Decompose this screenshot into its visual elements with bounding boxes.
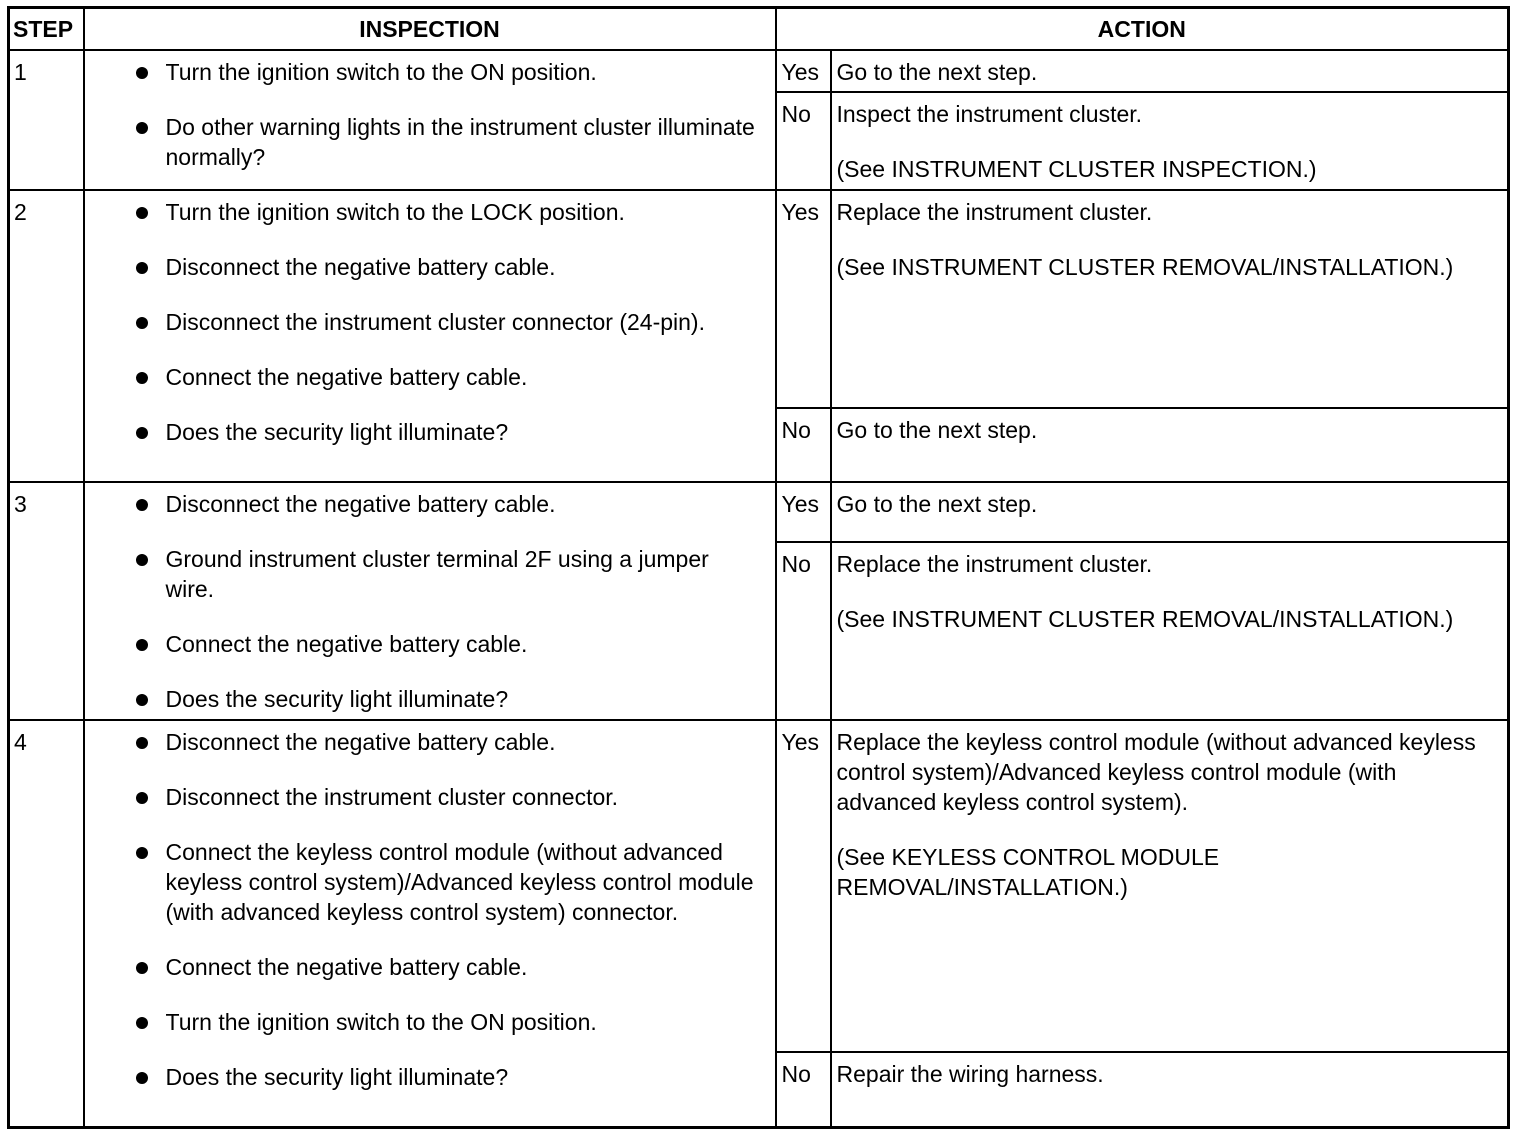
step-number: 3 — [9, 482, 84, 720]
inspection-list — [132, 57, 763, 172]
inspection-item — [132, 57, 763, 87]
no-label: No — [776, 542, 831, 720]
step-number: 1 — [9, 50, 84, 190]
bullet-icon — [136, 427, 148, 439]
no-action — [831, 542, 1509, 720]
bullet-icon — [136, 67, 148, 79]
action-text: (See INSTRUMENT CLUSTER INSPECTION.) — [836, 156, 1317, 182]
no-action — [831, 1052, 1509, 1127]
table-body — [9, 50, 1509, 1127]
inspection-item — [132, 1062, 763, 1092]
yes-action — [831, 190, 1509, 408]
inspection-text: Does the security light illuminate? — [165, 686, 509, 712]
inspection-text: Connect the negative battery cable. — [165, 631, 528, 657]
bullet-icon — [136, 737, 148, 749]
no-action — [831, 408, 1509, 482]
table-row — [9, 190, 1509, 408]
action-text: Go to the next step. — [836, 491, 1038, 517]
inspection-item — [132, 727, 763, 757]
inspection-cell — [84, 720, 776, 1127]
yes-label: Yes — [776, 482, 831, 542]
no-label: No — [776, 408, 831, 482]
inspection-item — [132, 782, 763, 812]
bullet-icon — [136, 207, 148, 219]
inspection-item — [132, 489, 763, 519]
inspection-text: Does the security light illuminate? — [165, 1064, 509, 1090]
inspection-item — [132, 629, 763, 659]
inspection-item — [132, 1007, 763, 1037]
action-text: Go to the next step. — [836, 59, 1038, 85]
yes-action — [831, 482, 1509, 542]
inspection-item — [132, 362, 763, 392]
table-row — [9, 482, 1509, 542]
inspection-text: Disconnect the instrument cluster connector. — [165, 784, 619, 810]
inspection-text: Connect the negative battery cable. — [165, 954, 528, 980]
inspection-item — [132, 307, 763, 337]
inspection-text: Ground instrument cluster terminal 2F using a jumper wire. — [165, 546, 709, 602]
bullet-icon — [136, 1017, 148, 1029]
yes-action — [831, 50, 1509, 92]
inspection-list — [132, 727, 763, 1092]
yes-label: Yes — [776, 190, 831, 408]
no-action — [831, 92, 1509, 190]
table-row — [9, 720, 1509, 1052]
inspection-text: Connect the keyless control module (without advanced keyless control system)/Advanced keyless control module (with advanced keyless control system) connector. — [165, 839, 754, 925]
header-action: ACTION — [776, 8, 1509, 51]
action-text: Inspect the instrument cluster. — [836, 101, 1143, 127]
inspection-item — [132, 544, 763, 604]
inspection-item — [132, 952, 763, 982]
inspection-item — [132, 197, 763, 227]
bullet-icon — [136, 372, 148, 384]
header-inspection: INSPECTION — [84, 8, 776, 51]
inspection-text: Turn the ignition switch to the ON position. — [165, 1009, 597, 1035]
action-text: Replace the instrument cluster. — [836, 199, 1153, 225]
inspection-item — [132, 837, 763, 927]
inspection-text: Disconnect the negative battery cable. — [165, 254, 556, 280]
bullet-icon — [136, 639, 148, 651]
inspection-text: Turn the ignition switch to the LOCK position. — [165, 199, 625, 225]
inspection-item — [132, 417, 763, 447]
inspection-item — [132, 684, 763, 714]
action-text: Repair the wiring harness. — [836, 1061, 1104, 1087]
bullet-icon — [136, 847, 148, 859]
action-text: (See INSTRUMENT CLUSTER REMOVAL/INSTALLATION.) — [836, 606, 1454, 632]
action-text: Replace the keyless control module (without advanced keyless control system)/Advanced keyless control module (with advanced keyless control system). — [836, 729, 1476, 815]
no-label: No — [776, 1052, 831, 1127]
action-text: Replace the instrument cluster. — [836, 551, 1153, 577]
inspection-text: Do other warning lights in the instrument cluster illuminate normally? — [165, 114, 755, 170]
inspection-cell — [84, 50, 776, 190]
step-number: 2 — [9, 190, 84, 482]
bullet-icon — [136, 262, 148, 274]
bullet-icon — [136, 1072, 148, 1084]
action-text: Go to the next step. — [836, 417, 1038, 443]
bullet-icon — [136, 694, 148, 706]
bullet-icon — [136, 499, 148, 511]
inspection-cell — [84, 482, 776, 720]
inspection-text: Connect the negative battery cable. — [165, 364, 528, 390]
inspection-text: Turn the ignition switch to the ON position. — [165, 59, 597, 85]
action-text: (See KEYLESS CONTROL MODULE REMOVAL/INSTALLATION.) — [836, 844, 1220, 900]
action-text: (See INSTRUMENT CLUSTER REMOVAL/INSTALLATION.) — [836, 254, 1454, 280]
header-step: STEP — [9, 8, 84, 51]
inspection-item — [132, 252, 763, 282]
step-number: 4 — [9, 720, 84, 1127]
inspection-item — [132, 112, 763, 172]
yes-label: Yes — [776, 50, 831, 92]
bullet-icon — [136, 792, 148, 804]
inspection-cell — [84, 190, 776, 482]
header-row — [9, 8, 1509, 51]
bullet-icon — [136, 317, 148, 329]
inspection-text: Disconnect the negative battery cable. — [165, 491, 556, 517]
yes-label: Yes — [776, 720, 831, 1052]
inspection-list — [132, 489, 763, 714]
table-row — [9, 50, 1509, 92]
inspection-list — [132, 197, 763, 447]
diagnostic-table — [7, 6, 1510, 1129]
inspection-text: Disconnect the negative battery cable. — [165, 729, 556, 755]
bullet-icon — [136, 554, 148, 566]
inspection-text: Does the security light illuminate? — [165, 419, 509, 445]
bullet-icon — [136, 962, 148, 974]
inspection-text: Disconnect the instrument cluster connector (24-pin). — [165, 309, 705, 335]
no-label: No — [776, 92, 831, 190]
yes-action — [831, 720, 1509, 1052]
bullet-icon — [136, 122, 148, 134]
